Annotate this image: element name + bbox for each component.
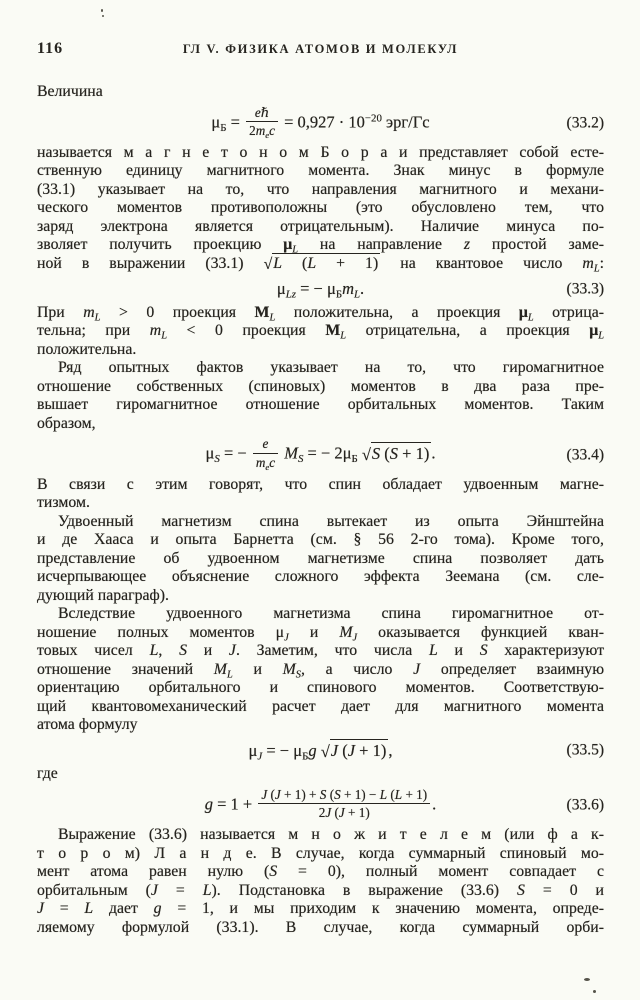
text-line: орбитальным (J = L). Подстановка в выражение (33.6) S = 0 и [37,881,605,899]
text-line: представление об удвоенном магнетизме спина позволяет дать [37,549,604,567]
text-line: мент атома равен нулю (S = 0), полный момент совпадает с [37,863,604,881]
text-line: называется м а г н е т о н о м Б о р а и представляет собой есте- [37,143,604,161]
text-line: атома формулу [37,716,138,734]
scan-speck [101,9,103,12]
equation [37,786,604,822]
paragraph [37,605,604,735]
text-line: Величина [37,83,103,100]
text-line: В связи с этим говорят, что спин обладает удвоенным магне- [37,475,604,493]
page-body [37,83,604,937]
paragraph [37,304,604,360]
text-line: зволяет получить проекцию $\mu_L$ на направление z простой заме- [37,236,605,256]
text-line: т о р о м) Л а н д е. В случае, когда суммарный спиновый мо- [37,844,604,862]
equation-number: (33.4) [566,446,604,464]
equation-body: $\mu_S$ = − e $m_ec$ $M_S$ = − $2\mu_Б$ √S (S + 1) . [205,436,436,472]
text-line: тизмом. [37,494,90,512]
equation-number: (33.3) [566,280,604,298]
running-title: ГЛ V. ФИЗИКА АТОМОВ И МОЛЕКУЛ [182,42,459,56]
equation-body: g = 1 + $\frac{J (J + 1) + S (S + 1) - L (L + 1)}{2J (J + 1)}$ . [204,786,437,820]
text-line: ориентацию орбитального и спинового моментов. Соответствую- [37,679,604,697]
paragraph [37,144,604,274]
paragraph [37,765,604,784]
equation [37,104,604,140]
text-line: заряд электрона является отрицательным). Наличие минуса по- [37,217,604,235]
text-line: товых чисел L, S и J. Заметим, что числа L и S характеризуют [37,642,605,660]
text-line: отношение собственных (спиновых) моментов в два раза пре- [37,377,604,395]
text-line: ношение полных моментов $\mu_J$ и $M_J$ оказывается функцией кван- [37,623,604,644]
text-line: Ряд опытных фактов указывает на то, что гиромагнитное [58,359,604,377]
paragraph [37,83,604,102]
text-line: Удвоенный магнетизм спина вытекает из опыта Эйнштейна [58,512,604,530]
text-line: тельна; при $m_L < 0$ проекция $M_L$ отрицательна, а проекция $\mu_L$ [37,322,604,342]
text-line: вышает гиромагнитное отношение орбитальных моментов. Таким [37,396,604,414]
text-line: Выражение (33.6) называется м н о ж и т е л е м (или ф а к- [58,826,604,844]
equation [37,740,604,762]
text-line: положительна. [37,340,137,358]
text-line: ляемому формулой (33.1). В случае, когда суммарный орби- [37,918,604,936]
text-line: Вследствие удвоенного магнетизма спина гиромагнитное от- [58,605,604,623]
paragraph [37,476,604,513]
text-line: и де Хааса и опыта Барнетта (см. § 56 2-го тома). Кроме того, [37,531,604,549]
text-line: исчерпывающее объяснение сложного эффекта Зеемана (см. сле- [37,568,604,586]
equation [37,278,604,300]
equation-number: (33.6) [566,796,604,814]
text-line: При $m_L > 0$ проекция $M_L$ положительна, а проекция $\mu_L$ отрица- [37,303,604,324]
text-line: ной в выражении (33.1) √L (L + 1) на квантовое число $m_L$: [37,254,604,275]
equation [37,438,604,471]
scan-speck [102,15,104,17]
text-line: щий квантовомеханический расчет дает для магнитного момента [37,697,604,715]
scan-speck [593,990,596,993]
equation-body: $\mu_J$ = − $\mu_Бg$ √J (J + 1) , [248,740,393,763]
text-line: ческого моментов противоположны (это обусловлено тем, что [37,199,604,217]
text-line: ственную единицу магнитного момента. Знак минус в формуле [37,162,604,180]
text-line: где [37,765,58,783]
paragraph [37,826,604,937]
equation-number: (33.5) [566,741,604,759]
equation-body: $\mu_{Lz}$ = − $\mu_Бm_L$. [276,279,365,301]
scan-speck [584,978,590,981]
text-line: образом, [37,414,96,432]
paragraph [37,359,604,433]
equation-body: $\mu_Б$ = eℏ $2m_ec$ = $0,927 \cdot 10^{-20}$ эрг/Гс [211,104,430,140]
page-header [37,40,604,60]
text-line: J = L дает g = 1, и мы приходим к значению момента, опреде- [37,900,604,918]
page-number: 116 [37,40,64,57]
text-line: отношение значений $M_L$ и $M_S$, а число J определяет взаимную [37,660,604,681]
paragraph [37,513,604,606]
text-line: (33.1) указывает на то, что направления магнитного и механи- [37,180,604,198]
equation-number: (33.2) [566,114,604,132]
text-line: дующий параграф). [37,586,169,604]
